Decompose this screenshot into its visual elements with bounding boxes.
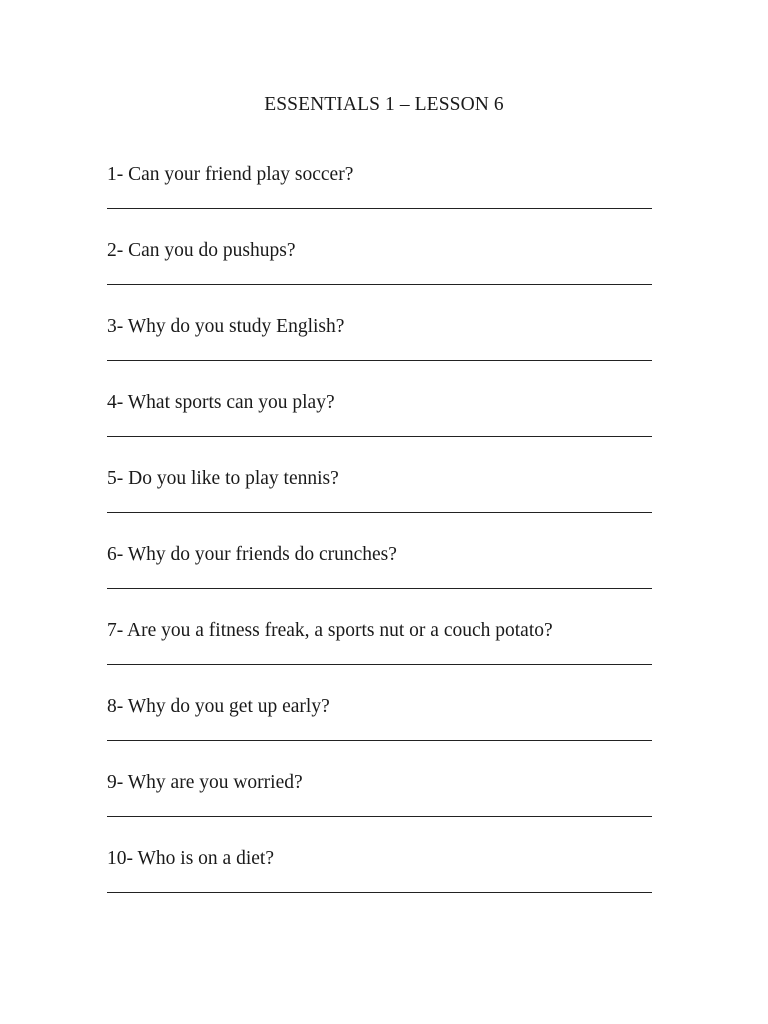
question-item-9 <box>107 768 652 844</box>
answer-line-4[interactable] <box>107 436 652 437</box>
answer-line-3[interactable] <box>107 360 652 361</box>
question-item-10 <box>107 844 652 920</box>
answer-line-7[interactable] <box>107 664 652 665</box>
question-text-8: 8- Why do you get up early? <box>107 696 330 717</box>
question-text-4: 4- What sports can you play? <box>107 392 335 413</box>
answer-line-9[interactable] <box>107 816 652 817</box>
question-item-7 <box>107 616 652 692</box>
answer-line-5[interactable] <box>107 512 652 513</box>
question-text-1: 1- Can your friend play soccer? <box>107 164 354 185</box>
question-text-6: 6- Why do your friends do crunches? <box>107 544 397 565</box>
question-item-4 <box>107 388 652 464</box>
question-text-10: 10- Who is on a diet? <box>107 848 274 869</box>
question-text-3: 3- Why do you study English? <box>107 316 345 337</box>
answer-line-10[interactable] <box>107 892 652 893</box>
answer-line-8[interactable] <box>107 740 652 741</box>
worksheet-title: ESSENTIALS 1 – LESSON 6 <box>264 94 504 115</box>
answer-line-1[interactable] <box>107 208 652 209</box>
question-text-5: 5- Do you like to play tennis? <box>107 468 339 489</box>
question-item-1 <box>107 160 652 236</box>
question-item-3 <box>107 312 652 388</box>
question-text-7: 7- Are you a fitness freak, a sports nut or a couch potato? <box>107 620 553 641</box>
question-item-2 <box>107 236 652 312</box>
question-list <box>107 160 652 920</box>
question-item-5 <box>107 464 652 540</box>
answer-line-6[interactable] <box>107 588 652 589</box>
question-text-9: 9- Why are you worried? <box>107 772 303 793</box>
answer-line-2[interactable] <box>107 284 652 285</box>
question-text-2: 2- Can you do pushups? <box>107 240 296 261</box>
question-item-8 <box>107 692 652 768</box>
question-item-6 <box>107 540 652 616</box>
